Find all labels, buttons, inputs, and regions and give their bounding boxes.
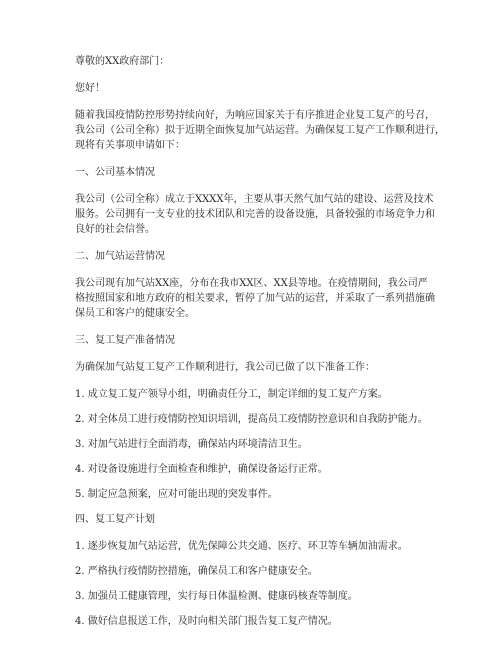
list-item: 4. 对设备设施进行全面检查和维护，确保设备运行正常。: [75, 464, 328, 475]
paragraph-line: 保员工和客户的健康安全。: [75, 308, 195, 319]
paragraph-line: 我公司（公司全称）成立于XXXX年，主要从事天然气加气站的建设、运营及技术: [75, 194, 434, 205]
section-heading-operations: 二、加气站运营情况: [75, 251, 165, 262]
company-info-paragraph: [75, 192, 447, 237]
intro-line: 我公司（公司全称）拟于近期全面恢复加气站运营。为确保复工复产工作顺利进行，: [75, 125, 445, 136]
letter-body: [75, 54, 447, 639]
list-item: 3. 对加气站进行全面消毒，确保站内环境清洁卫生。: [75, 439, 308, 450]
intro-line: 现将有关事项申请如下：: [75, 140, 185, 151]
greeting: 您好！: [75, 83, 105, 94]
list-item: 2. 严格执行疫情防控措施，确保员工和客户健康安全。: [75, 566, 318, 577]
list-item: 2. 对全体员工进行疫情防控知识培训，提高员工疫情防控意识和自我防护能力。: [75, 414, 428, 425]
list-item: 1. 成立复工复产领导小组，明确责任分工，制定详细的复工复产方案。: [75, 389, 388, 400]
paragraph-line: 服务。公司拥有一支专业的技术团队和完善的设备设施，具备较强的市场竞争力和: [75, 209, 435, 220]
operations-paragraph: [75, 276, 447, 321]
list-item: 5. 制定应急预案，应对可能出现的突发事件。: [75, 489, 278, 500]
list-item: 3. 加强员工健康管理，实行每日体温检测、健康码核查等制度。: [75, 591, 358, 602]
list-item: 1. 逐步恢复加气站运营，优先保障公共交通、医疗、环卫等车辆加油需求。: [75, 541, 408, 552]
section-heading-company: 一、公司基本情况: [75, 167, 155, 178]
paragraph-line: 我公司现有加气站XX座，分布在我市XX区、XX县等地。在疫情期间，我公司严: [75, 278, 428, 289]
intro-line: 随着我国疫情防控形势持续向好，为响应国家关于有序推进企业复工复产的号召，: [75, 110, 435, 121]
paragraph-line: 良好的社会信誉。: [75, 224, 155, 235]
section-heading-preparation: 三、复工复产准备情况: [75, 335, 175, 346]
preparation-intro: 为确保加气站复工复产工作顺利进行，我公司已做了以下准备工作：: [75, 362, 375, 373]
list-item: 4. 做好信息报送工作，及时向相关部门报告复工复产情况。: [75, 616, 338, 627]
preparation-list: [75, 387, 447, 502]
section-heading-plan: 四、复工复产计划: [75, 514, 155, 525]
paragraph-line: 格按照国家和地方政府的相关要求，暂停了加气站的运营，并采取了一系列措施确: [75, 293, 435, 304]
intro-paragraph: [75, 108, 447, 153]
salutation: 尊敬的XX政府部门：: [75, 56, 170, 67]
plan-list: [75, 539, 447, 629]
